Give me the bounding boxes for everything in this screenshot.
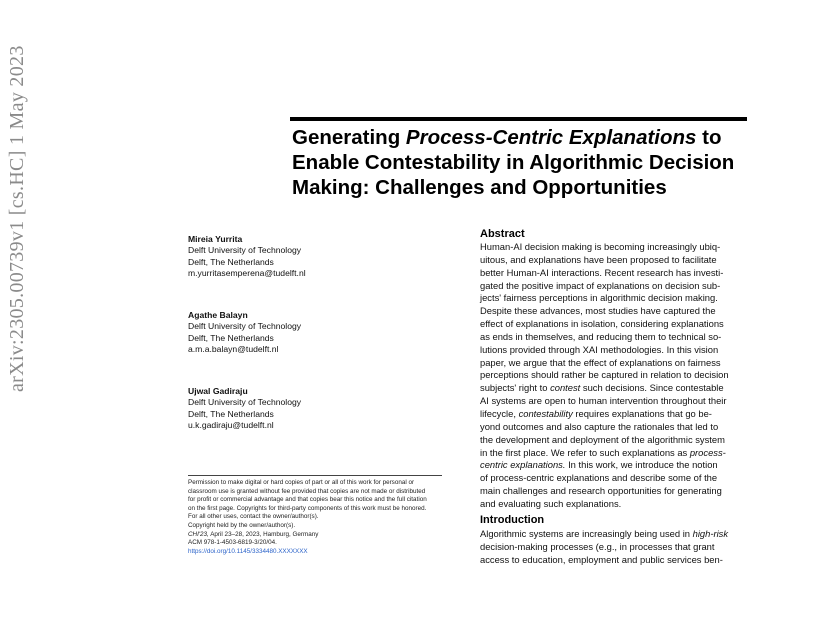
- emphasis: high-risk: [692, 528, 729, 539]
- title-rule: [290, 117, 747, 121]
- author-email: u.k.gadiraju@tudelft.nl: [188, 420, 274, 431]
- copyright-held: Copyright held by the owner/author(s).: [188, 522, 296, 529]
- emphasis: centric explanations.: [480, 459, 566, 471]
- abstract-line: centric explanations. In this work, we introduce the notion: [480, 459, 718, 471]
- introduction-line: decision-making processes (e.g., in processes that grant: [480, 540, 715, 552]
- author-location: Delft, The Netherlands: [188, 256, 274, 267]
- title-line-3: Making: Challenges and Opportunities: [292, 176, 667, 199]
- abstract-line: Despite these advances, most studies have captured the: [480, 305, 716, 317]
- author-block: [188, 234, 448, 280]
- author-block: [188, 310, 448, 356]
- abstract-line: the development and deployment of the algorithmic system: [480, 433, 725, 445]
- acm-isbn: ACM 978-1-4503-6819-3/20/04.: [188, 539, 277, 547]
- introduction-body: [480, 528, 750, 567]
- author-name: Ujwal Gadiraju: [188, 386, 248, 396]
- emphasis: process-: [689, 446, 726, 458]
- emphasis: contest: [550, 382, 581, 394]
- author-affiliation: Delft University of Technology: [188, 245, 302, 256]
- author-affiliation: Delft University of Technology: [188, 397, 302, 408]
- abstract-line: in the first place. We refer to such explanations as process-: [480, 446, 726, 458]
- abstract-line: AI systems are open to human intervention throughout their: [480, 395, 727, 407]
- abstract-line: and evaluating such explanations.: [480, 497, 622, 509]
- permission-notice: [188, 479, 458, 522]
- author-affiliation: Delft University of Technology: [188, 321, 302, 332]
- introduction-line: Algorithmic systems are increasingly being used in high-risk: [480, 528, 729, 539]
- author-location: Delft, The Netherlands: [188, 408, 274, 419]
- footnote-rule: [188, 475, 442, 476]
- permission-line: For all other uses, contact the owner/author(s).: [188, 513, 319, 521]
- abstract-line: main challenges and research opportunities for generating: [480, 485, 722, 497]
- venue-line: CHI'23, April 23–28, 2023, Hamburg, Germany: [188, 530, 319, 538]
- permission-line: on the first page. Copyrights for third-party components of this work must be honored.: [188, 504, 427, 512]
- permission-line: Permission to make digital or hard copies of part or all of this work for personal or: [188, 479, 415, 486]
- abstract-line: as ends in themselves, and reducing them to technical so-: [480, 330, 722, 342]
- title-line-1: Generating Process-Centric Explanations to: [292, 126, 722, 149]
- author-email: m.yurritasemperena@tudelft.nl: [188, 268, 306, 279]
- emphasis: contestability: [518, 407, 573, 419]
- author-email: a.m.a.balayn@tudelft.nl: [188, 344, 279, 355]
- author-name: Agathe Balayn: [188, 310, 248, 320]
- permission-line: for profit or commercial advantage and that copies bear this notice and the full citation: [188, 496, 427, 504]
- abstract-line: effect of explanations in isolation, considering explanations: [480, 318, 724, 330]
- abstract-line: lifecycle, contestability requires explanations that go be-: [480, 407, 712, 419]
- abstract-line: of process-centric explanations and describe some of the: [480, 472, 718, 484]
- abstract-line: lutions provided through XAI methodologies. In this vision: [480, 343, 719, 355]
- author-block: [188, 386, 448, 432]
- doi-link[interactable]: https://doi.org/10.1145/3334480.XXXXXXX: [188, 547, 308, 555]
- abstract-line: yond outcomes and also capture the rationales that led to: [480, 420, 719, 432]
- abstract-line: jects' fairness perceptions in algorithmic decision making.: [480, 292, 718, 304]
- arxiv-stamp: arXiv:2305.00739v1 [cs.HC] 1 May 2023: [6, 45, 28, 392]
- abstract-line: gated the positive impact of explanations on decision sub-: [480, 279, 721, 291]
- abstract-line: perceptions should rather be captured in relation to decision: [480, 369, 729, 381]
- abstract-heading: Abstract: [480, 228, 525, 240]
- abstract-line: Human-AI decision making is becoming increasingly ubiq-: [480, 241, 721, 252]
- abstract-line: better Human-AI interactions. Recent research has investi-: [480, 266, 724, 278]
- introduction-line: access to education, employment and public services ben-: [480, 553, 723, 565]
- permission-line: classroom use is granted without fee provided that copies are not made or distributed: [188, 487, 426, 495]
- abstract-line: paper, we argue that the effect of explanations on fairness: [480, 356, 721, 368]
- abstract-body: [480, 241, 750, 511]
- author-location: Delft, The Netherlands: [188, 332, 274, 343]
- abstract-line: uitous, and explanations have been proposed to facilitate: [480, 253, 717, 265]
- introduction-heading: Introduction: [480, 514, 545, 526]
- abstract-line: subjects' right to contest such decisions. Since contestable: [480, 382, 724, 394]
- author-name: Mireia Yurrita: [188, 234, 243, 244]
- title-line-2: Enable Contestability in Algorithmic Decision: [292, 151, 735, 174]
- paper-title: [292, 125, 752, 200]
- copyright-block: [188, 522, 458, 556]
